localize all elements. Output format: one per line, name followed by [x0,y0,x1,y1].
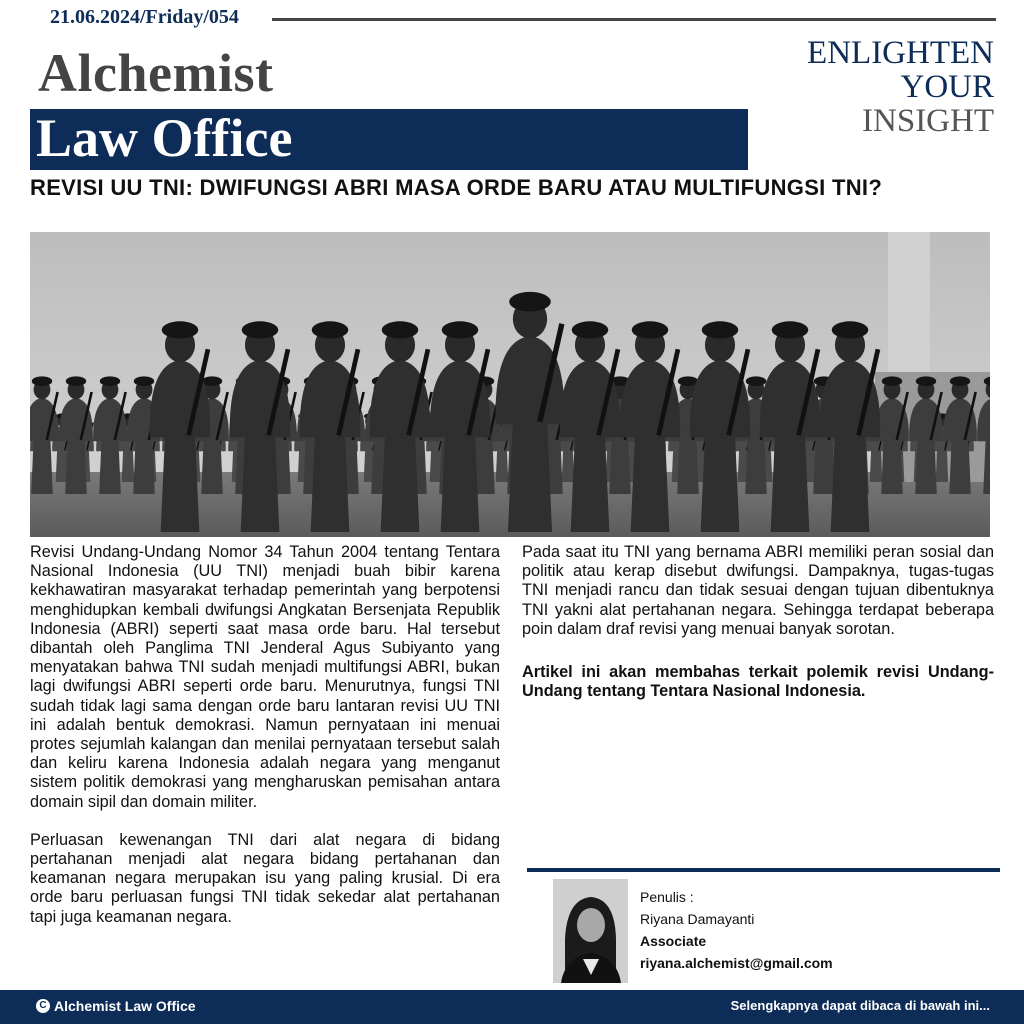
tagline-line3: INSIGHT [862,103,994,139]
tagline-line1: ENLIGHTEN [807,35,994,71]
tagline [807,36,994,138]
article-summary: Artikel ini akan membahas terkait polemik revisi Undang-Undang tentang Tentara Nasional Indonesia. [522,663,994,701]
top-divider [272,18,996,21]
footer-brand [36,998,196,1014]
article-headline: REVISI UU TNI: DWIFUNGSI ABRI MASA ORDE BARU ATAU MULTIFUNGSI TNI? [30,175,883,200]
article-paragraph: Perluasan kewenangan TNI dari alat negara di bidang pertahanan menjadi alat negara bidang pertahanan dan keamanan negara merupakan isu yang paling krusial. Di era orde baru perluasan fungsi TNI tidak sekedar alat pertahanan tapi juga keamanan negara. [30,830,500,926]
dateline: 21.06.2024/Friday/054 [50,6,239,28]
brand-name-line1: Alchemist [38,43,274,103]
footer-bar [0,990,1024,1024]
tagline-line2: YOUR [900,69,994,105]
author-info [640,886,833,974]
author-divider [527,868,1000,872]
copyright-icon: C [36,999,50,1013]
soldiers-photo [30,232,990,537]
article-column-left [30,543,500,946]
soldiers-photo-graphic [30,232,990,537]
article-paragraph: Pada saat itu TNI yang bernama ABRI memiliki peran sosial dan politik atau kerap disebut dwifungsi. Dampaknya, tugas-tugas TNI menjadi rancu dan tidak sesuai dengan tujuan dibentuknya TNI yakni alat pertahanan negara. Sehingga terdapat beberapa poin dalam draf revisi yang menuai banyak sorotan. [522,543,994,638]
author-portrait-graphic [553,879,628,983]
author-label: Penulis : [640,889,694,905]
footer-brand-label: Alchemist Law Office [54,998,196,1014]
author-role: Associate [640,933,707,949]
author-email[interactable]: riyana.alchemist@gmail.com [640,955,833,971]
author-avatar [553,879,628,983]
read-more-text[interactable]: Selengkapnya dapat dibaca di bawah ini... [730,998,990,1013]
article-paragraph: Revisi Undang-Undang Nomor 34 Tahun 2004 tentang Tentara Nasional Indonesia (UU TNI) menjadi buah bibir karena kekhawatiran masyarakat terhadap pemerintah yang berpotensi menghidupkan kembali dwifungsi Angkatan Bersenjata Republik Indonesia (ABRI) seperti saat masa orde baru. Hal tersebut dibantah oleh Panglima TNI Jenderal Agus Subiyanto yang menyatakan bahwa TNI sudah menjadi multifungsi ABRI, bukan lagi dwifungsi ABRI seperti orde baru. Menurutnya, fungsi TNI sudah tidak lagi sama dengan orde baru lantaran revisi UU TNI ini adalah bentuk demokrasi. Namun pernyataan ini menuai protes sejumlah kalangan dan menilai pernyataan tersebut salah dan keliru karena Indonesia adalah negara yang menganut sistem politik demokrasi yang mengharuskan pemisahan antara domain sipil dan domain militer. [30,543,500,811]
author-name: Riyana Damayanti [640,911,755,927]
article-column-right [522,543,994,720]
brand-name-line2: Law Office [36,108,293,168]
